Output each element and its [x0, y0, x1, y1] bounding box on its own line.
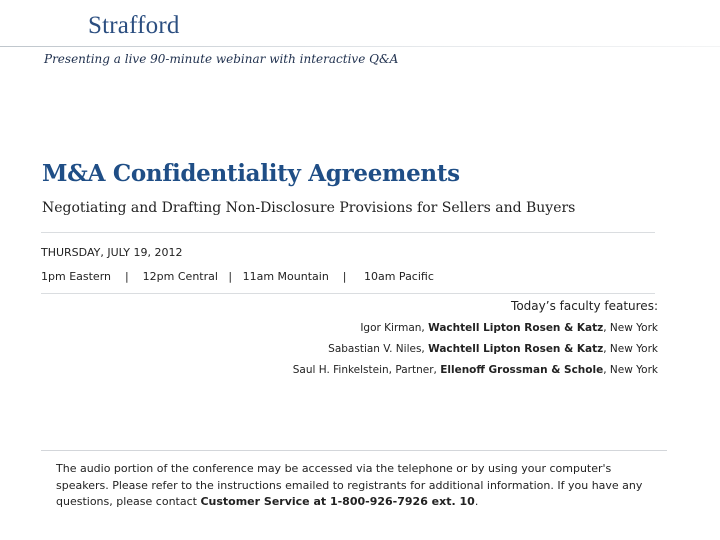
- faculty-firm: Ellenoff Grossman & Schole: [440, 364, 604, 376]
- faculty-firm: Wachtell Lipton Rosen & Katz: [428, 322, 604, 334]
- divider: [41, 293, 655, 294]
- customer-service-contact: Customer Service at 1-800-926-7926 ext. 10: [200, 495, 475, 508]
- faculty-member: [58, 321, 658, 342]
- faculty-location: , New York: [603, 322, 658, 334]
- strafford-logo: Strafford: [88, 12, 180, 39]
- audio-notice: [56, 461, 656, 511]
- faculty-name: Igor Kirman,: [360, 322, 429, 334]
- divider: [41, 232, 655, 233]
- notice-text: The audio portion of the conference may be accessed via the telephone or by using your computer's speakers. Please refer to the instructions emailed to registrants for additional information. If you have any questions, please contact: [56, 462, 643, 508]
- faculty-firm: Wachtell Lipton Rosen & Katz: [428, 343, 604, 355]
- header-divider: [0, 46, 720, 47]
- faculty-name: Saul H. Finkelstein, Partner,: [292, 364, 441, 376]
- faculty-heading: Today’s faculty features:: [511, 299, 658, 313]
- faculty-location: , New York: [603, 343, 658, 355]
- faculty-member: [58, 342, 658, 363]
- page-title: M&A Confidentiality Agreements: [42, 160, 460, 187]
- webinar-times: 1pm Eastern | 12pm Central | 11am Mountain | 10am Pacific: [41, 270, 434, 283]
- faculty-member: [58, 363, 658, 384]
- divider: [41, 450, 667, 451]
- webinar-date: THURSDAY, JULY 19, 2012: [41, 246, 183, 259]
- faculty-location: , New York: [603, 364, 658, 376]
- faculty-list: [58, 321, 658, 384]
- page-subtitle: Negotiating and Drafting Non-Disclosure Provisions for Sellers and Buyers: [42, 200, 576, 216]
- webinar-tagline: Presenting a live 90-minute webinar with interactive Q&A: [44, 52, 399, 66]
- faculty-name: Sabastian V. Niles,: [328, 343, 429, 355]
- notice-end: .: [474, 495, 479, 508]
